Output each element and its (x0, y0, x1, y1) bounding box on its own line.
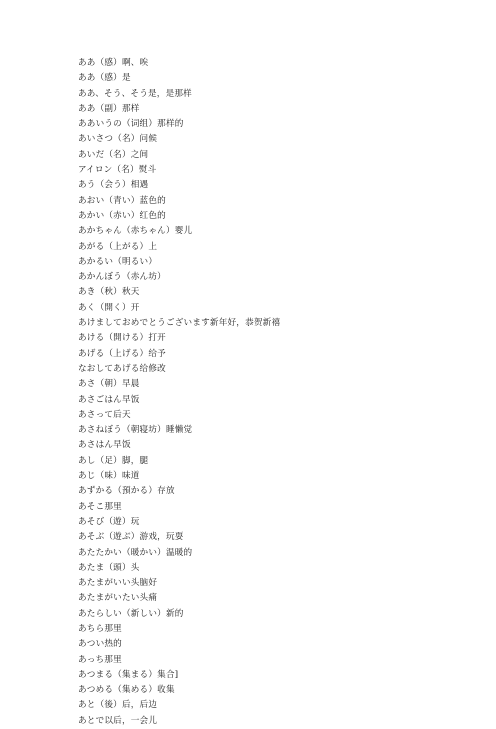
vocabulary-entry: あかんぼう（赤ん坊） (78, 272, 166, 283)
vocabulary-entry: あと（後）后，后边 (78, 700, 158, 711)
vocabulary-entry: あける（開ける）打开 (78, 333, 166, 344)
vocabulary-entry: あく（開く）开 (78, 302, 140, 313)
vocabulary-entry: あおい（青い）蓝色的 (78, 195, 166, 206)
vocabulary-entry: あそこ那里 (78, 501, 122, 512)
vocabulary-entry: あたまがいい头脑好 (78, 578, 158, 589)
vocabulary-entry: あさ（朝）早晨 (78, 379, 140, 390)
vocabulary-entry: あそび（遊）玩 (78, 516, 140, 527)
vocabulary-entry: あちら那里 (78, 623, 122, 634)
vocabulary-entry: あさはん早饭 (78, 440, 131, 451)
vocabulary-entry: なおしてあげる给修改 (78, 363, 166, 374)
vocabulary-entry: あっち那里 (78, 654, 122, 665)
vocabulary-entry: あき（秋）秋天 (78, 287, 140, 298)
vocabulary-entry: あう（会う）相遇 (78, 180, 149, 191)
vocabulary-entry: アイロン（名）熨斗 (78, 165, 157, 176)
vocabulary-entry: あいだ（名）之间 (78, 149, 149, 160)
vocabulary-entry: ああ（感）啊、唉 (78, 58, 149, 68)
vocabulary-entry: あさごはん早饭 (78, 394, 140, 405)
vocabulary-entry: あたたかい（暖かい）温暖的 (78, 547, 193, 558)
vocabulary-entry: ああ（副）那样 (78, 103, 140, 114)
vocabulary-entry: あたま（頭）头 (78, 562, 140, 573)
vocabulary-entry: あし（足）脚，腿 (78, 455, 149, 466)
vocabulary-entry: あいさつ（名）问候 (78, 134, 158, 145)
vocabulary-entry: ああいうの（词组）那样的 (78, 119, 184, 130)
vocabulary-entry: あつまる（集まる）集合] (78, 669, 179, 680)
vocabulary-entry: あがる（上がる）上 (78, 241, 158, 252)
vocabulary-entry: あそぶ（遊ぶ）游戏，玩耍 (78, 532, 184, 543)
vocabulary-entry: あたらしい（新しい）新的 (78, 608, 184, 619)
vocabulary-entry: あさって后天 (78, 409, 131, 420)
vocabulary-entry: あけましておめでとうございます新年好，恭贺新禧 (78, 318, 281, 329)
vocabulary-entry: あさねぼう（朝寝坊）睡懒觉 (78, 425, 193, 436)
vocabulary-entry: あとで以后，一会儿 (78, 715, 158, 726)
vocabulary-entry: あたまがいたい头痛 (78, 593, 158, 604)
vocabulary-entry: ああ（感）是 (78, 73, 131, 84)
vocabulary-entry: あずかる（預かる）存放 (78, 486, 175, 497)
vocabulary-entry: あかい（赤い）红色的 (78, 210, 166, 221)
vocabulary-entry: あかるい（明るい） (78, 256, 158, 267)
vocabulary-list (78, 56, 488, 729)
vocabulary-entry: あじ（味）味道 (78, 471, 140, 482)
vocabulary-entry: あかちゃん（赤ちゃん）婴儿 (78, 226, 193, 237)
vocabulary-entry: ああ、そう、そう是，是那样 (78, 88, 192, 99)
vocabulary-entry: あげる（上げる）给予 (78, 348, 166, 359)
vocabulary-entry: あつめる（集める）收集 (78, 685, 175, 696)
vocabulary-entry: あつい热的 (78, 639, 122, 650)
